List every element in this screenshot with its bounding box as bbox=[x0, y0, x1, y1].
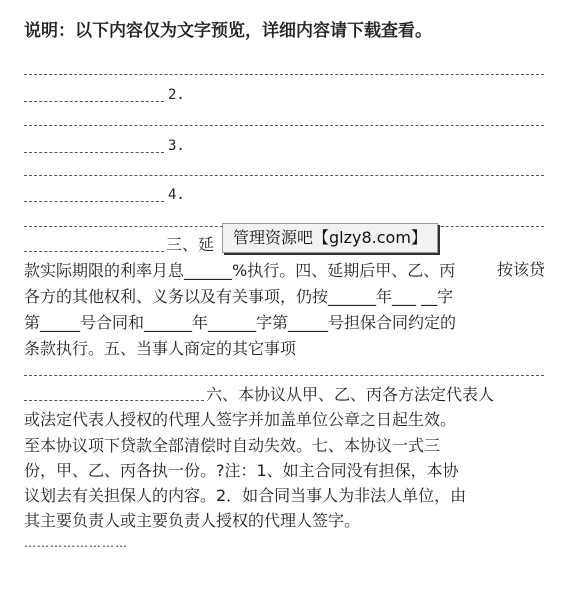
blank-line bbox=[24, 125, 544, 126]
body-text: 六、本协议从甲、乙、丙各方法定代表人 bbox=[206, 385, 495, 404]
body-text: 其主要负责人或主要负责人授权的代理人签字。 bbox=[24, 511, 361, 530]
preview-notice: 说明：以下内容仅为文字预览，详细内容请下载查看。 bbox=[24, 21, 432, 41]
item-number: 2. bbox=[168, 87, 185, 103]
body-text: 三、延 bbox=[166, 235, 215, 254]
body-text: 份，甲、乙、丙各执一份。?注：1、如主合同没有担保，本协 bbox=[24, 461, 459, 480]
watermark-label: 管理资源吧【glzy8.com】 bbox=[222, 223, 438, 253]
body-text: 第_____号合同和______年______字第_____号担保合同约定的 bbox=[24, 313, 457, 332]
body-text: 按该贷 bbox=[497, 260, 546, 279]
body-text: 条款执行。五、当事人商定的其它事项 bbox=[24, 339, 297, 358]
blank-line bbox=[24, 201, 164, 202]
blank-line bbox=[24, 175, 544, 176]
body-text: 各方的其他权利、义务以及有关事项，仍按______年___ __字 bbox=[24, 287, 454, 306]
body-text: 议划去有关担保人的内容。2．如合同当事人为非法人单位，由 bbox=[24, 486, 467, 505]
blank-line bbox=[24, 152, 164, 153]
body-text: 或法定代表人授权的代理人签字并加盖单位公章之日起生效。 bbox=[24, 410, 457, 429]
blank-line bbox=[24, 251, 164, 252]
body-text: 款实际期限的利率月息______%执行。四、延期后甲、乙、丙 bbox=[24, 261, 456, 280]
blank-line bbox=[24, 375, 544, 376]
blank-line bbox=[24, 101, 164, 102]
blank-line bbox=[24, 400, 204, 401]
ellipsis-marker: …………………… bbox=[24, 536, 128, 550]
item-number: 4. bbox=[168, 187, 185, 203]
blank-line bbox=[24, 74, 544, 75]
item-number: 3. bbox=[168, 138, 185, 154]
body-text: 至本协议项下贷款全部清偿时自动失效。七、本协议一式三 bbox=[24, 436, 441, 455]
